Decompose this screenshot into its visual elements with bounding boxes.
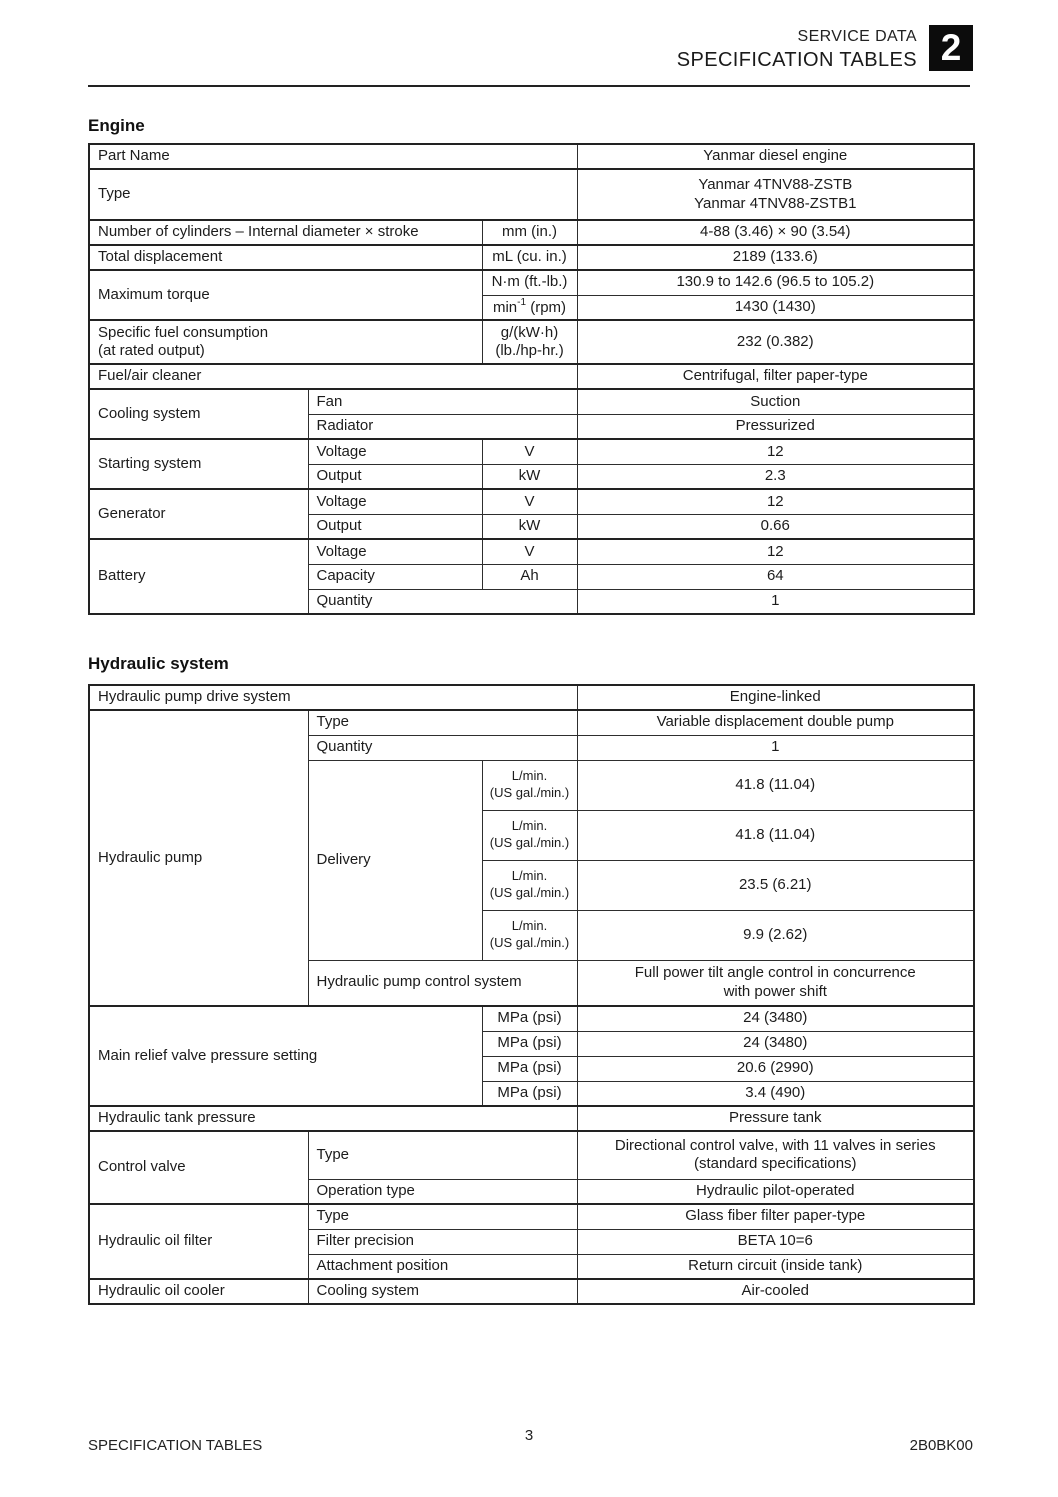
table-row: [89, 220, 974, 245]
header-kicker: SERVICE DATA: [797, 28, 917, 45]
engine-starting-system-label: Starting system: [89, 439, 308, 489]
engine-generator-label: Generator: [89, 489, 308, 539]
pump-type-label: Type: [308, 710, 577, 735]
delivery-unit-line1: L/min.: [511, 818, 548, 834]
engine-fuel-consumption-label: [89, 320, 482, 364]
engine-max-torque-label: Maximum torque: [89, 270, 482, 320]
cooling-radiator-label: Radiator: [308, 414, 577, 439]
oil-cooler-cooling-label: Cooling system: [308, 1279, 577, 1304]
pump-control-system-label: Hydraulic pump control system: [308, 960, 577, 1006]
oil-filter-attachment-value: Return circuit (inside tank): [577, 1254, 974, 1279]
starting-voltage-unit: V: [482, 439, 577, 464]
table-row: [89, 169, 974, 220]
chapter-number-badge: 2: [929, 25, 973, 71]
control-valve-operation-value: Hydraulic pilot-operated: [577, 1179, 974, 1204]
engine-fuel-air-cleaner-label: Fuel/air cleaner: [89, 364, 577, 389]
engine-fuel-consumption-unit: [482, 320, 577, 364]
delivery-value-3: 23.5 (6.21): [577, 860, 974, 910]
delivery-unit-line2: (US gal./min.): [489, 785, 570, 800]
table-row: [89, 364, 974, 389]
cooling-fan-value: Suction: [577, 389, 974, 414]
engine-type-label: Type: [89, 169, 577, 220]
table-row: [89, 685, 974, 710]
control-valve-label: Control valve: [89, 1131, 308, 1204]
engine-battery-label: Battery: [89, 539, 308, 614]
delivery-unit-2: [482, 810, 577, 860]
main-relief-value-4: 3.4 (490): [577, 1081, 974, 1106]
engine-section-title: Engine: [88, 116, 145, 135]
pump-control-system-value: [577, 960, 974, 1006]
control-valve-operation-label: Operation type: [308, 1179, 577, 1204]
control-valve-type-value: [577, 1131, 974, 1179]
delivery-unit-line2: (US gal./min.): [489, 935, 570, 950]
header-title: SPECIFICATION TABLES: [676, 49, 917, 71]
hydraulic-pump-label: Hydraulic pump: [89, 710, 308, 1006]
fuel-consumption-label-line2: (at rated output): [98, 342, 205, 360]
oil-filter-type-value: Glass fiber filter paper-type: [577, 1204, 974, 1229]
hydraulic-spec-table: [88, 684, 975, 1305]
main-relief-unit-1: MPa (psi): [482, 1006, 577, 1031]
hydraulic-section-title: Hydraulic system: [88, 654, 229, 673]
oil-cooler-label: Hydraulic oil cooler: [89, 1279, 308, 1304]
starting-output-value: 2.3: [577, 464, 974, 489]
generator-voltage-label: Voltage: [308, 489, 482, 514]
footer-doc-code: 2B0BK00: [909, 1437, 973, 1454]
starting-output-label: Output: [308, 464, 482, 489]
battery-voltage-value: 12: [577, 539, 974, 564]
unit-superscript: -1: [517, 296, 527, 308]
tank-pressure-label: Hydraulic tank pressure: [89, 1106, 577, 1131]
table-row: [89, 389, 974, 414]
engine-type-value: [577, 169, 974, 220]
engine-type-value-line2: Yanmar 4TNV88-ZSTB1: [694, 194, 857, 212]
table-row: [89, 539, 974, 564]
engine-cylinders-unit: mm (in.): [482, 220, 577, 245]
oil-cooler-cooling-value: Air-cooled: [577, 1279, 974, 1304]
pump-control-value-line2: with power shift: [723, 982, 827, 1000]
battery-quantity-label: Quantity: [308, 589, 577, 614]
delivery-unit-line1: L/min.: [511, 918, 548, 934]
delivery-value-4: 9.9 (2.62): [577, 910, 974, 960]
engine-part-name-value: Yanmar diesel engine: [577, 144, 974, 169]
starting-output-unit: kW: [482, 464, 577, 489]
cooling-radiator-value: Pressurized: [577, 414, 974, 439]
main-relief-value-2: 24 (3480): [577, 1031, 974, 1056]
table-row: [89, 144, 974, 169]
engine-fuel-consumption-value: 232 (0.382): [577, 320, 974, 364]
main-relief-value-1: 24 (3480): [577, 1006, 974, 1031]
battery-capacity-value: 64: [577, 564, 974, 589]
generator-voltage-value: 12: [577, 489, 974, 514]
control-valve-type-label: Type: [308, 1131, 577, 1179]
unit-rest: (rpm): [526, 298, 567, 316]
engine-cooling-system-label: Cooling system: [89, 389, 308, 439]
oil-filter-precision-value: BETA 10=6: [577, 1229, 974, 1254]
delivery-unit-line1: L/min.: [511, 768, 548, 784]
fuel-consumption-label-line1: Specific fuel consumption: [98, 323, 269, 341]
tank-pressure-value: Pressure tank: [577, 1106, 974, 1131]
table-row: [89, 1006, 974, 1031]
oil-filter-attachment-label: Attachment position: [308, 1254, 577, 1279]
delivery-unit-line2: (US gal./min.): [489, 885, 570, 900]
pump-quantity-label: Quantity: [308, 735, 577, 760]
engine-displacement-label: Total displacement: [89, 245, 482, 270]
main-relief-unit-3: MPa (psi): [482, 1056, 577, 1081]
header-divider: [88, 85, 970, 87]
table-row: [89, 270, 974, 295]
engine-max-torque-unit: N·m (ft.-lb.): [482, 270, 577, 295]
engine-displacement-value: 2189 (133.6): [577, 245, 974, 270]
delivery-unit-3: [482, 860, 577, 910]
table-row: [89, 710, 974, 735]
pump-drive-label: Hydraulic pump drive system: [89, 685, 577, 710]
delivery-value-2: 41.8 (11.04): [577, 810, 974, 860]
battery-voltage-label: Voltage: [308, 539, 482, 564]
table-row: [89, 489, 974, 514]
starting-voltage-value: 12: [577, 439, 974, 464]
fuel-consumption-unit-line2: (lb./hp-hr.): [495, 342, 564, 360]
engine-fuel-air-cleaner-value: Centrifugal, filter paper-type: [577, 364, 974, 389]
engine-torque-speed-unit: [482, 295, 577, 320]
engine-max-torque-value: 130.9 to 142.6 (96.5 to 105.2): [577, 270, 974, 295]
battery-capacity-unit: Ah: [482, 564, 577, 589]
main-relief-unit-4: MPa (psi): [482, 1081, 577, 1106]
delivery-value-1: 41.8 (11.04): [577, 760, 974, 810]
unit-base: min: [492, 298, 518, 316]
main-relief-value-3: 20.6 (2990): [577, 1056, 974, 1081]
main-relief-unit-2: MPa (psi): [482, 1031, 577, 1056]
footer-section-title: SPECIFICATION TABLES: [88, 1437, 263, 1454]
pump-quantity-value: 1: [577, 735, 974, 760]
table-row: [89, 320, 974, 364]
oil-filter-precision-label: Filter precision: [308, 1229, 577, 1254]
fuel-consumption-unit-line1: g/(kW·h): [500, 323, 559, 341]
table-row: [89, 1204, 974, 1229]
header-text: [677, 25, 917, 73]
engine-cylinders-value: 4-88 (3.46) × 90 (3.54): [577, 220, 974, 245]
engine-part-name-label: Part Name: [89, 144, 577, 169]
engine-type-value-line1: Yanmar 4TNV88-ZSTB: [698, 175, 853, 193]
pump-drive-value: Engine-linked: [577, 685, 974, 710]
battery-quantity-value: 1: [577, 589, 974, 614]
delivery-unit-1: [482, 760, 577, 810]
pump-type-value: Variable displacement double pump: [577, 710, 974, 735]
engine-torque-speed-value: 1430 (1430): [577, 295, 974, 320]
control-valve-type-line1: Directional control valve, with 11 valves in series: [614, 1136, 936, 1154]
table-row: [89, 1106, 974, 1131]
table-row: [89, 1131, 974, 1179]
table-row: [89, 439, 974, 464]
starting-voltage-label: Voltage: [308, 439, 482, 464]
oil-filter-type-label: Type: [308, 1204, 577, 1229]
pump-control-value-line1: Full power tilt angle control in concurrence: [634, 964, 916, 981]
oil-filter-label: Hydraulic oil filter: [89, 1204, 308, 1279]
delivery-unit-4: [482, 910, 577, 960]
battery-capacity-label: Capacity: [308, 564, 482, 589]
page-number: 3: [524, 1427, 534, 1444]
generator-output-unit: kW: [482, 514, 577, 539]
battery-voltage-unit: V: [482, 539, 577, 564]
generator-output-label: Output: [308, 514, 482, 539]
engine-cylinders-label: Number of cylinders – Internal diameter × stroke: [89, 220, 482, 245]
page-header: [677, 25, 973, 73]
generator-output-value: 0.66: [577, 514, 974, 539]
generator-voltage-unit: V: [482, 489, 577, 514]
delivery-unit-line1: L/min.: [511, 868, 548, 884]
pump-delivery-label: Delivery: [308, 760, 482, 960]
table-row: [89, 245, 974, 270]
main-relief-label: Main relief valve pressure setting: [89, 1006, 482, 1106]
table-row: [89, 1279, 974, 1304]
engine-spec-table: [88, 143, 975, 615]
control-valve-type-line2: (standard specifications): [693, 1155, 857, 1173]
cooling-fan-label: Fan: [308, 389, 577, 414]
engine-displacement-unit: mL (cu. in.): [482, 245, 577, 270]
delivery-unit-line2: (US gal./min.): [489, 835, 570, 850]
